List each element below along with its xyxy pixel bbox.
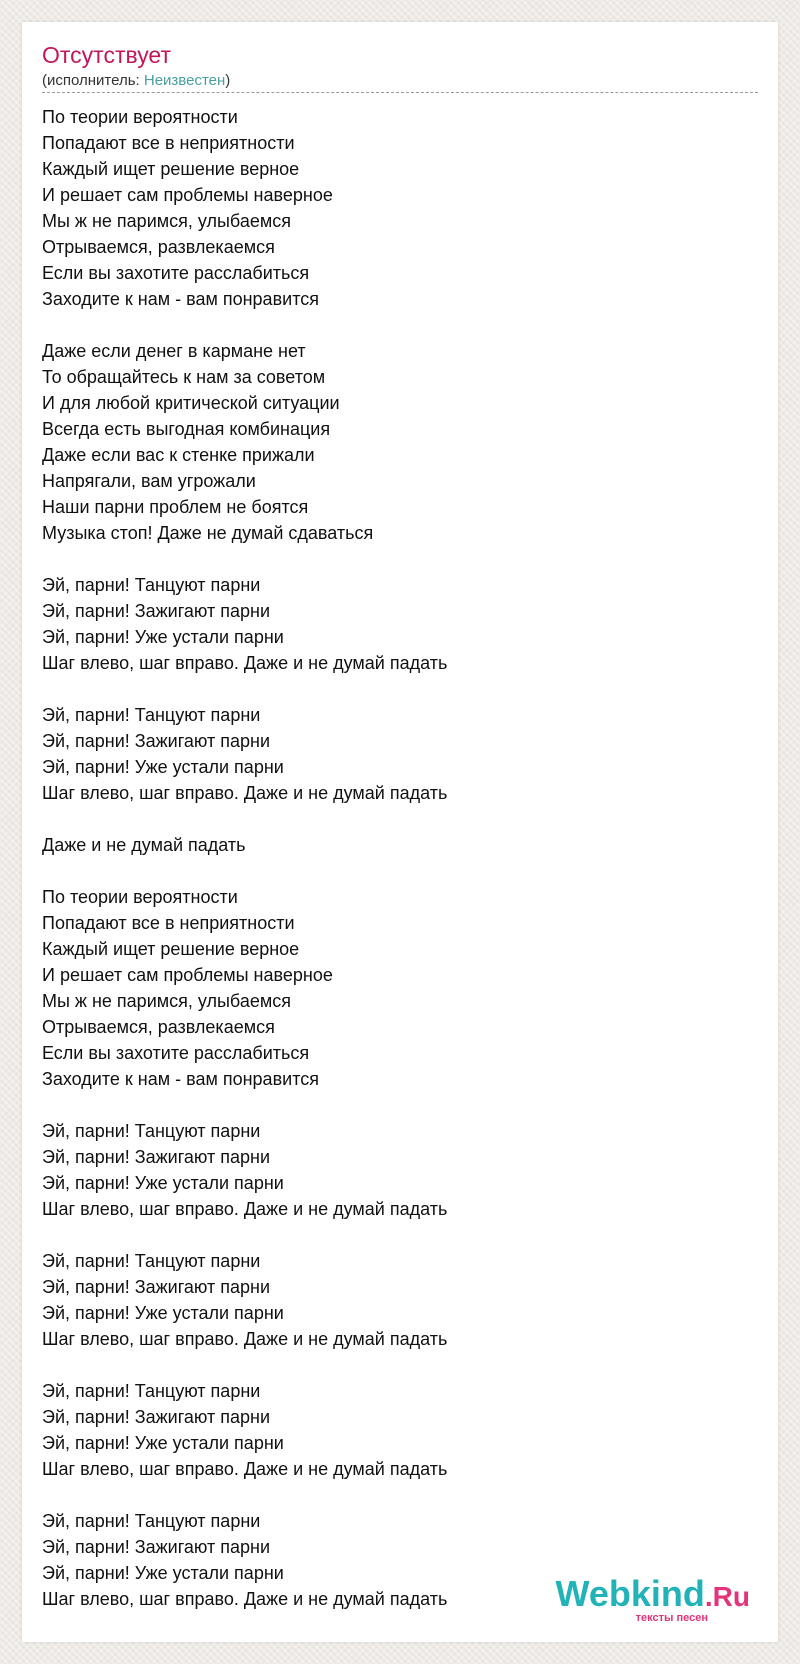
lyrics-line: Каждый ищет решение верное — [42, 939, 300, 959]
lyrics-stanza — [42, 1248, 742, 1352]
lyrics-stanza — [42, 572, 742, 676]
lyrics-line: Если вы захотите расслабиться — [42, 263, 310, 283]
lyrics-line: Даже и не думай падать — [42, 835, 246, 855]
lyrics-line: По теории вероятности — [42, 887, 238, 907]
lyrics-line: Шаг влево, шаг вправо. Даже и не думай падать — [42, 1199, 448, 1219]
lyrics-body — [42, 104, 742, 1638]
lyrics-line: И для любой критической ситуации — [42, 393, 340, 413]
logo-wordmark — [556, 1574, 750, 1617]
artist-suffix: ) — [225, 72, 231, 89]
lyrics-line: Попадают все в неприятности — [42, 133, 295, 153]
song-title: Отсутствует — [42, 42, 171, 68]
lyrics-line: Эй, парни! Танцуют парни — [42, 1511, 261, 1531]
lyrics-line: Отрываемся, развлекаемся — [42, 237, 275, 257]
lyrics-line: Мы ж не паримся, улыбаемся — [42, 211, 291, 231]
header-divider — [42, 92, 758, 93]
lyrics-line: И решает сам проблемы наверное — [42, 965, 333, 985]
lyrics-stanza — [42, 832, 742, 858]
artist-line — [42, 71, 758, 91]
lyrics-line: Шаг влево, шаг вправо. Даже и не думай падать — [42, 1329, 448, 1349]
lyrics-line: Эй, парни! Зажигают парни — [42, 601, 271, 621]
lyrics-stanza — [42, 1118, 742, 1222]
lyrics-line: Шаг влево, шаг вправо. Даже и не думай падать — [42, 783, 448, 803]
lyrics-line: Эй, парни! Танцуют парни — [42, 705, 261, 725]
lyrics-line: Эй, парни! Уже устали парни — [42, 627, 284, 647]
lyrics-line: Эй, парни! Зажигают парни — [42, 731, 271, 751]
lyrics-line: Заходите к нам - вам понравится — [42, 289, 319, 309]
logo-tagline: тексты песен — [635, 1612, 708, 1624]
song-header — [42, 42, 758, 91]
lyrics-line: Эй, парни! Танцуют парни — [42, 1251, 261, 1271]
artist-link[interactable]: Неизвестен — [143, 72, 226, 89]
lyrics-page — [22, 22, 778, 1642]
lyrics-line: Даже если денег в кармане нет — [42, 341, 306, 361]
lyrics-line: Шаг влево, шаг вправо. Даже и не думай падать — [42, 653, 448, 673]
lyrics-line: То обращайтесь к нам за советом — [42, 367, 326, 387]
lyrics-line: Шаг влево, шаг вправо. Даже и не думай падать — [42, 1589, 448, 1609]
lyrics-stanza — [42, 338, 742, 546]
lyrics-stanza — [42, 884, 742, 1092]
lyrics-line: Эй, парни! Уже устали парни — [42, 1303, 284, 1323]
lyrics-line: Эй, парни! Зажигают парни — [42, 1277, 271, 1297]
lyrics-line: Если вы захотите расслабиться — [42, 1043, 310, 1063]
lyrics-line: Наши парни проблем не боятся — [42, 497, 309, 517]
artist-prefix: (исполнитель: — [42, 72, 144, 89]
lyrics-line: Эй, парни! Танцуют парни — [42, 575, 261, 595]
logo-main-text: Webkind — [555, 1573, 705, 1614]
lyrics-line: Эй, парни! Уже устали парни — [42, 757, 284, 777]
lyrics-line: Шаг влево, шаг вправо. Даже и не думай падать — [42, 1459, 448, 1479]
lyrics-line: Эй, парни! Уже устали парни — [42, 1173, 284, 1193]
lyrics-stanza — [42, 702, 742, 806]
lyrics-line: Эй, парни! Зажигают парни — [42, 1147, 271, 1167]
logo-tld: .Ru — [704, 1581, 750, 1612]
lyrics-line: Попадают все в неприятности — [42, 913, 295, 933]
lyrics-line: Всегда есть выгодная комбинация — [42, 419, 331, 439]
lyrics-stanza — [42, 104, 742, 312]
lyrics-line: Заходите к нам - вам понравится — [42, 1069, 319, 1089]
lyrics-line: Эй, парни! Зажигают парни — [42, 1537, 271, 1557]
lyrics-line: Даже если вас к стенке прижали — [42, 445, 315, 465]
lyrics-line: Мы ж не паримся, улыбаемся — [42, 991, 291, 1011]
lyrics-line: Эй, парни! Уже устали парни — [42, 1433, 284, 1453]
lyrics-line: Напрягали, вам угрожали — [42, 471, 256, 491]
lyrics-line: Отрываемся, развлекаемся — [42, 1017, 275, 1037]
lyrics-line: По теории вероятности — [42, 107, 238, 127]
lyrics-line: Эй, парни! Танцуют парни — [42, 1121, 261, 1141]
lyrics-line: Эй, парни! Уже устали парни — [42, 1563, 284, 1583]
site-logo[interactable] — [550, 1573, 750, 1624]
lyrics-line: Эй, парни! Зажигают парни — [42, 1407, 271, 1427]
lyrics-stanza — [42, 1378, 742, 1482]
lyrics-line: Эй, парни! Танцуют парни — [42, 1381, 261, 1401]
lyrics-line: Музыка стоп! Даже не думай сдаваться — [42, 523, 374, 543]
lyrics-line: Каждый ищет решение верное — [42, 159, 300, 179]
lyrics-line: И решает сам проблемы наверное — [42, 185, 333, 205]
